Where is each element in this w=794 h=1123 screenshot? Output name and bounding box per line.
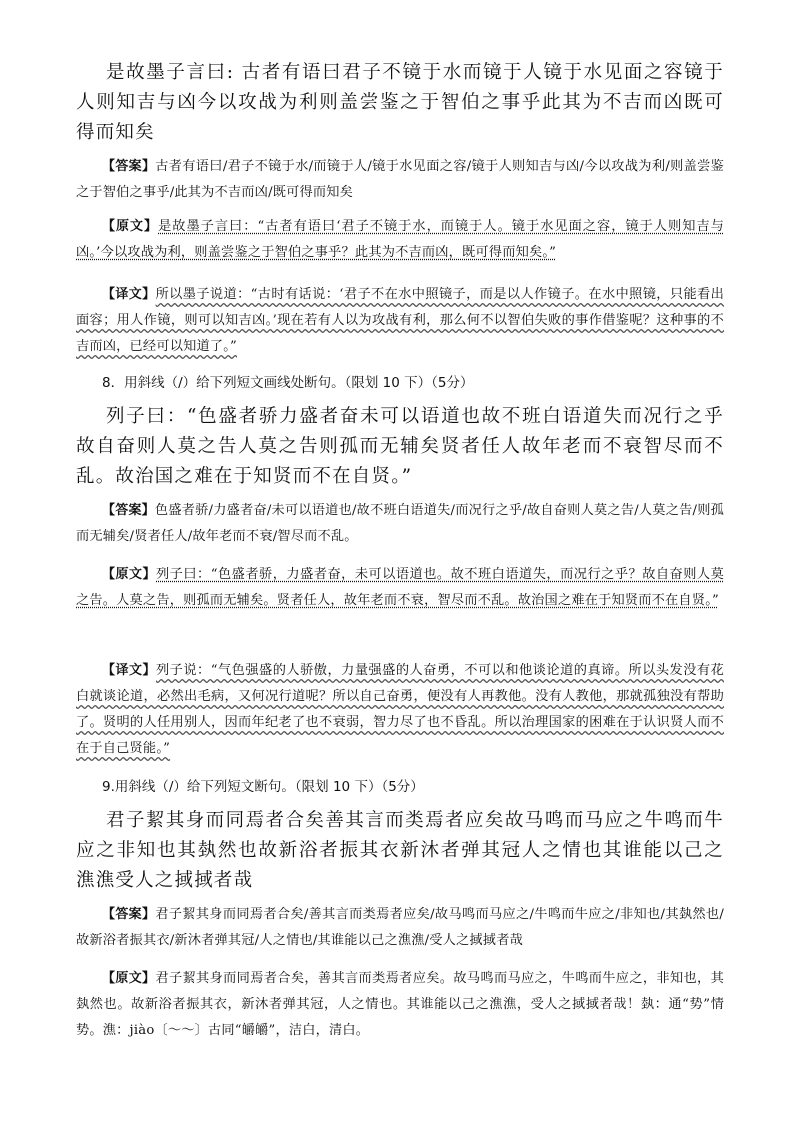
answer-text: 古者有语曰/君子不镜于水/而镜于人/镜于水见面之容/镜于人则知吉与凶/今以攻战为利/则盖尝鉴之于智伯之事乎/此其为不吉而凶/既可得而知矣 [76, 159, 724, 200]
question-9: 9.用斜线（/）给下列短文断句。（限划 10 下）（5分） [102, 779, 424, 795]
original-text: 列子曰：“色盛者骄，力盛者奋，未可以语道也。故不班白语道失，而况行之乎？故自奋则人莫之告。人莫之告，则孤而无辅矣。贤者任人，故年老而不衰，智尽而不乱。故治国之难在于知贤而不在自贤。” [76, 567, 724, 608]
translation-text: 所以墨子说道：“古时有话说：‘君子不在水中照镜子，而是以人作镜子。在水中照镜，只能看出面容；用人作镜，则可以知吉凶。’现在若有人以为攻战有利，那么何不以智伯失败的事作借鉴呢？这种事的不吉而凶，已经可以知道了。” [76, 287, 725, 354]
original-label: 【原文】 [102, 567, 156, 582]
translation-label: 【译文】 [102, 287, 156, 302]
answer-block-1 [76, 154, 724, 206]
translation-label: 【译文】 [102, 663, 156, 678]
original-block-1 [76, 214, 724, 266]
translation-text: 列子说：“气色强盛的人骄傲，力量强盛的人奋勇，不可以和他谈论道的真谛。所以头发没有花白就谈论道，必然出毛病，又何况行道呢？所以自己奋勇，便没有人再教他。没有人教他，那就孤独没有帮助了。贤明的人任用别人，因而年纪老了也不衰弱，智力尽了也不昏乱。所以治理国家的困难在于认识贤人而不在于自己贤能。” [76, 663, 724, 756]
original-label: 【原文】 [102, 219, 159, 234]
original-block-3 [76, 966, 724, 1044]
passage-2: 列子曰：“色盛者骄力盛者奋未可以语道也故不班白语道失而况行之乎故自奋则人莫之告人莫之告则孤而无辅矣贤者任人故年老而不衰智尽而不乱。故治国之难在于知贤而不在自贤。” [76, 406, 724, 487]
passage-1: 是故墨子言曰: 古者有语曰君子不镜于水而镜于人镜于水见面之容镜于人则知吉与凶今以攻战为利则盖尝鉴之于智伯之事乎此其为不吉而凶既可得而知矣 [76, 62, 724, 143]
answer-label: 【答案】 [102, 503, 155, 518]
original-label: 【原文】 [102, 971, 156, 986]
translation-block-1 [76, 282, 724, 360]
answer-text: 君子絜其身而同焉者合矣/善其言而类焉者应矣/故马鸣而马应之/牛鸣而牛应之/非知也/其埶然也/故新浴者振其衣/新沐者弹其冠/人之情也/其谁能以己之潐潐/受人之掝掝者哉 [76, 907, 724, 948]
passage-3: 君子絜其身而同焉者合矣善其言而类焉者应矣故马鸣而马应之牛鸣而牛应之非知也其埶然也故新浴者振其衣新沐者弹其冠人之情也其谁能以己之潐潐受人之掝掝者哉 [76, 810, 724, 891]
answer-block-2 [76, 498, 724, 550]
translation-block-2 [76, 658, 724, 762]
original-text: 君子絜其身而同焉者合矣，善其言而类焉者应矣。故马鸣而马应之，牛鸣而牛应之，非知也，其埶然也。故新浴者振其衣，新沐者弹其冠，人之情也。其谁能以己之潐潐，受人之掝掝者哉！ [76, 971, 724, 1012]
annotation-note: 埶：通“势”情势。潐：jiào〔～～〕古同“皭皭”，洁白，清白。 [76, 997, 724, 1038]
answer-label: 【答案】 [102, 907, 156, 922]
answer-block-3 [76, 902, 724, 954]
original-text: 是故墨子言曰：“古者有语曰‘君子不镜于水，而镜于人。镜于水见面之容，镜于人则知吉与凶。’今以攻战为利，则盖尝鉴之于智伯之事乎？此其为不吉而凶，既可得而知矣。” [76, 219, 724, 260]
answer-text: 色盛者骄/力盛者奋/未可以语道也/故不班白语道失/而况行之乎/故自奋则人莫之告/人莫之告/则孤而无辅矣/贤者任人/故年老而不衰/智尽而不乱。 [76, 503, 724, 544]
original-block-2 [76, 562, 724, 614]
answer-label: 【答案】 [102, 159, 156, 174]
question-8: 8．用斜线（/）给下列短文画线处断句。（限划 10 下）（5分） [102, 375, 474, 391]
